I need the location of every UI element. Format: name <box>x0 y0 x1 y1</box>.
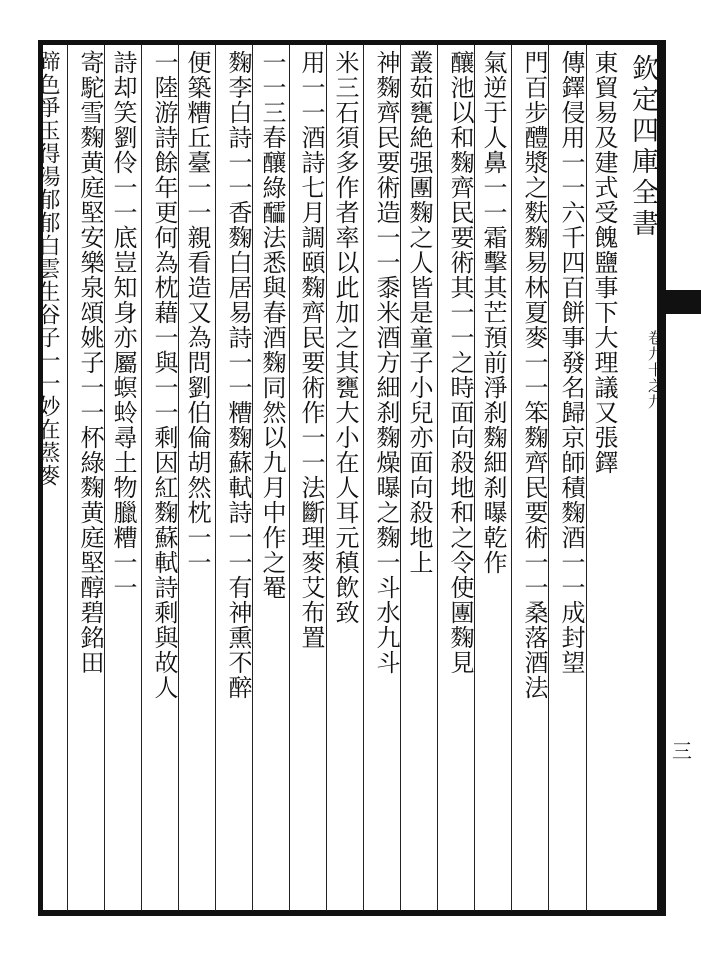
book-title: 欽定四庫全書 <box>627 54 658 240</box>
fishtail-mark <box>662 290 701 314</box>
text-column: 釀池以和麴齊民要術其一一之時面向殺地和之令使團麴見 <box>446 50 474 675</box>
text-column: 傳鐸侵用一一六千四百餅事發名歸京師積麴酒一一成封望 <box>557 50 585 675</box>
text-column: 氣逆于人鼻一一霜擊其芒預前淨刹麴細刹曝乾作 <box>479 50 507 575</box>
text-column: 一一三春釀綠醽法悉與春酒麴同然以九月中作之罨 <box>258 50 286 600</box>
bottom-rule <box>38 910 666 916</box>
column-rule <box>67 45 68 911</box>
text-column: 詩却笑劉伶一一底豈知身亦屬螟蛉尋土物臘糟一一 <box>109 50 137 600</box>
text-column: 門百步醴漿之麩麴易林夏麥一一笨麴齊民要術一一桑落酒法 <box>520 50 548 700</box>
text-column: 東貿易及建式受餽鹽事下大理議又張鐸 <box>590 50 618 475</box>
page-number: 三 <box>672 739 692 763</box>
text-column: 麴李白詩一一香麴白居易詩一一糟麴蘇軾詩一一有神熏不醉 <box>224 50 252 700</box>
text-column: 神麴齊民要術造一一黍米酒方細刹麴燥曝之麴一斗水九斗 <box>372 50 400 675</box>
text-column: 蹄色爭玉得湯郁郁白雲生谷子一一妙在蒸麥 <box>35 50 60 487</box>
text-column: 便築糟丘臺一一親看造又為問劉伯倫胡然枕一一 <box>183 50 211 575</box>
text-column: 寄駝雪麴黄庭堅安樂泉頌姚子一一杯綠麴黄庭堅醇碧銘田 <box>76 50 104 675</box>
volume-label: 卷九十之九 <box>646 330 664 410</box>
text-column: 一陸游詩餘年更何為枕藉一與一一剩因紅麴蘇軾詩剩與故人 <box>150 50 178 700</box>
text-column: 用一一酒詩七月調頤麴齊民要術作一一法斷理麥艾布置 <box>297 50 325 650</box>
text-column: 叢茹甕絶强團麴之人皆是童子小兒亦面向殺地上 <box>405 50 433 575</box>
text-column: 米三石須多作者率以此加之其甕大小在人耳元稹飲致 <box>331 50 359 625</box>
